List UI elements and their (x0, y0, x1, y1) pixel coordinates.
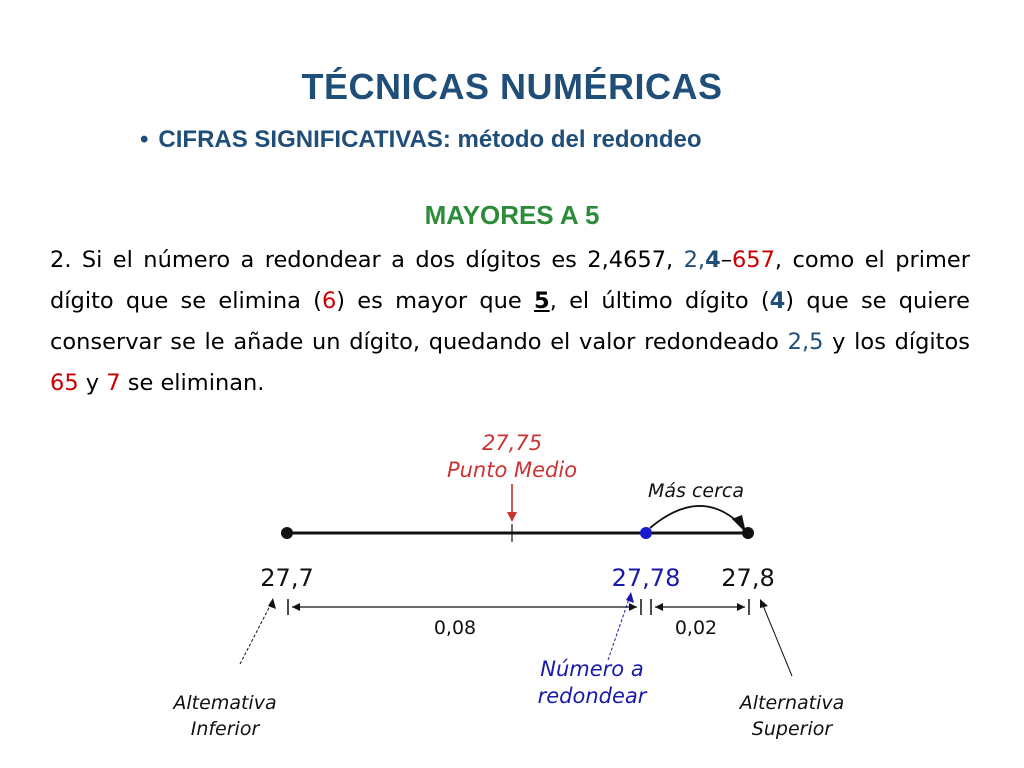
bullet-text: CIFRAS SIGNIFICATIVAS: método del redondeo (158, 126, 702, 153)
left-distance-marker (288, 599, 641, 615)
para-kept-prefix: 2, (683, 247, 706, 273)
number-line (281, 524, 754, 542)
para-first-removed-digit: 6 (321, 288, 337, 314)
closer-label: Más cerca (647, 480, 745, 502)
lower-alternative-label-line1: Altemativa (173, 692, 277, 714)
left-value: 27,7 (260, 564, 314, 592)
para-text: ) que se quiere conservar se le añade un dígito, quedando el valor redondeado (50, 288, 971, 355)
para-removed-digits: 657 (731, 247, 775, 273)
bullet-icon: • (140, 126, 149, 153)
right-endpoint-dot (742, 527, 754, 539)
para-last-kept-digit: 4 (769, 288, 786, 314)
para-removed-pair: 65 (50, 370, 79, 396)
target-value: 27,78 (611, 564, 681, 592)
target-label-line1: Número a (540, 657, 644, 681)
lower-alternative-pointer-icon (240, 598, 276, 664)
left-endpoint-dot (281, 527, 293, 539)
lower-alternative-label-line2: Inferior (190, 718, 260, 740)
midpoint-arrow-icon (507, 484, 517, 522)
slide-title: TÉCNICAS NUMÉRICAS (301, 66, 723, 107)
para-threshold-digit: 5 (534, 288, 550, 314)
para-kept-digit: 4 (705, 247, 721, 273)
para-rounded-value: 2,5 (787, 329, 824, 355)
left-distance-value: 0,08 (433, 617, 477, 639)
upper-alternative-label-line1: Alternativa (739, 692, 845, 714)
midpoint-label: Punto Medio (446, 458, 578, 482)
para-separator: – (720, 247, 732, 273)
para-text: ) es mayor que (336, 288, 535, 314)
para-removed-last: 7 (106, 370, 121, 396)
para-text: , el último dígito ( (549, 288, 770, 314)
para-text: y los dígitos (823, 329, 970, 355)
para-text: y (78, 370, 107, 396)
section-subheading: MAYORES A 5 (424, 200, 600, 230)
para-text: , como el primer dígito que se elimina ( (50, 247, 970, 314)
upper-alternative-label-line2: Superior (751, 718, 833, 740)
midpoint-value: 27,75 (481, 431, 543, 455)
para-text: se eliminan. (120, 370, 265, 396)
closer-curved-arrow-icon (650, 506, 746, 533)
right-distance-marker (651, 599, 749, 615)
target-label-line2: redondear (537, 684, 647, 708)
right-distance-value: 0,02 (674, 617, 718, 639)
upper-alternative-pointer-icon (760, 599, 792, 676)
target-pointer-icon (608, 592, 634, 660)
para-text: 2. Si el número a redondear a dos dígitos es 2,4657, (50, 247, 684, 273)
right-value: 27,8 (721, 564, 775, 592)
target-point-dot (640, 527, 652, 539)
